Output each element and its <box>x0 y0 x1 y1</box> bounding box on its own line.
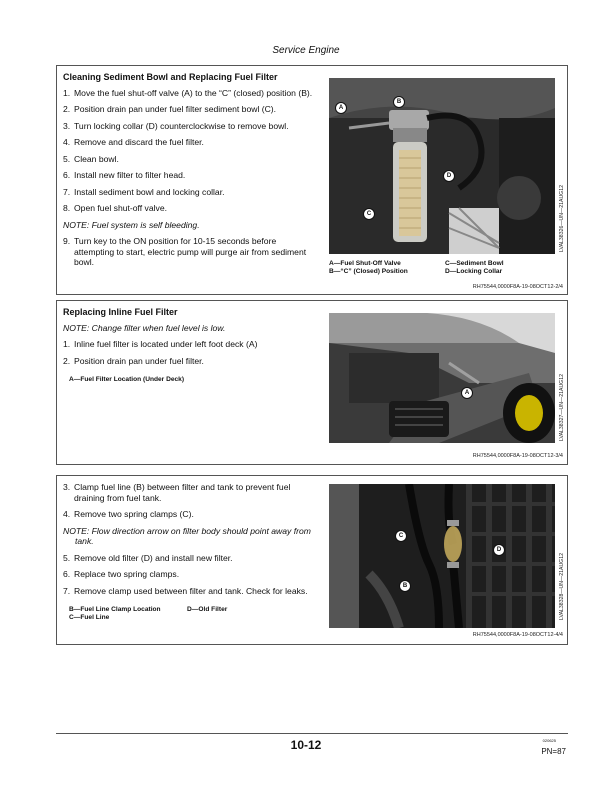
reference-code: RH75544,0000F8A-19-08OCT12-3/4 <box>472 453 563 459</box>
step: 2. Position drain pan under fuel filter. <box>63 355 204 366</box>
step: 6. Install new filter to filter head. <box>63 170 186 180</box>
section-title: Cleaning Sediment Bowl and Replacing Fuel Filter <box>63 72 278 82</box>
step: 7. Install sediment bowl and locking collar. <box>63 186 225 197</box>
image-code: LVAL38326—UN—21AUG12 <box>559 185 565 252</box>
fuel-filter-photo <box>329 78 555 254</box>
page-number: 10-12 <box>290 738 322 752</box>
step: 5. Remove old filter (D) and install new filter. <box>63 552 233 563</box>
callout-a: A <box>461 387 473 399</box>
step: 5. Clean bowl. <box>63 153 119 164</box>
section-title: Replacing Inline Fuel Filter <box>63 307 178 317</box>
legend-item: D—Locking Collar <box>445 268 503 275</box>
note: NOTE: Fuel system is self bleeding. <box>63 219 200 230</box>
reference-code: RH75544,0000F8A-19-08OCT12-2/4 <box>472 284 563 290</box>
legend-item: D—Old Filter <box>187 606 228 613</box>
image-code: LVAL38328—UN—21AUG12 <box>559 553 565 620</box>
legend-item: C—Fuel Line <box>69 614 110 621</box>
section-text <box>63 482 318 624</box>
section-sediment-bowl <box>56 65 568 295</box>
step: 9. Turn key to the ON position for 10-15 seconds before attempting to start, electric pump will purge air from sediment bowl. <box>63 236 307 267</box>
step: 4. Remove two spring clamps (C). <box>63 509 194 519</box>
reference-code: RH75544,0000F8A-19-08OCT12-4/4 <box>472 632 563 638</box>
callout-b: B <box>393 96 405 108</box>
step: 2. Position drain pan under fuel filter sediment bowl (C). <box>63 104 277 114</box>
callout-d: D <box>443 170 455 182</box>
tractor-illustration <box>329 313 555 443</box>
step: 8. Open fuel shut-off valve. <box>63 203 167 213</box>
step: 4. Remove and discard the fuel filter. <box>63 137 204 147</box>
section-text <box>63 307 318 384</box>
fuel-filter-illustration <box>329 78 555 254</box>
legend-item: C—Sediment Bowl <box>445 260 504 267</box>
callout-c: C <box>395 530 407 542</box>
section-replace-filter <box>56 475 568 645</box>
legend-item: A—Fuel Filter Location (Under Deck) <box>69 376 185 383</box>
callout-a: A <box>335 102 347 114</box>
callout-b: B <box>399 580 411 592</box>
note: NOTE: Flow direction arrow on filter body should point away from tank. <box>63 525 311 546</box>
tractor-foot-deck-photo <box>329 313 555 443</box>
step: 6. Replace two spring clamps. <box>63 569 180 579</box>
step: 1. Inline fuel filter is located under left foot deck (A) <box>63 339 258 349</box>
step: 3. Turn locking collar (D) counterclockwise to remove bowl. <box>63 120 289 131</box>
page-header: Service Engine <box>272 45 340 56</box>
note: NOTE: Change filter when fuel level is low. <box>63 322 226 333</box>
callout-d: D <box>493 544 505 556</box>
image-code: LVAL38327—UN—21AUG12 <box>559 374 565 441</box>
footer-small-code: 020625 <box>542 738 556 743</box>
fuel-line-illustration <box>329 484 555 628</box>
fuel-line-photo <box>329 484 555 628</box>
section-text <box>63 72 318 274</box>
figure-legend <box>63 606 318 624</box>
legend-item: A—Fuel Shut-Off Valve <box>329 260 401 267</box>
legend-item: B—“C” (Closed) Position <box>329 268 408 275</box>
figure-legend <box>63 376 209 384</box>
pn-number: PN=87 <box>541 747 566 756</box>
step: 7. Remove clamp used between filter and tank. Check for leaks. <box>63 585 308 596</box>
step: 3. Clamp fuel line (B) between filter and tank to prevent fuel draining from fuel tank. <box>63 482 291 503</box>
legend-item: B—Fuel Line Clamp Location <box>69 606 161 613</box>
callout-c: C <box>363 208 375 220</box>
section-inline-filter <box>56 300 568 465</box>
step: 1. Move the fuel shut-off valve (A) to the “C” (closed) position (B). <box>63 87 313 98</box>
footer-divider <box>56 733 568 734</box>
